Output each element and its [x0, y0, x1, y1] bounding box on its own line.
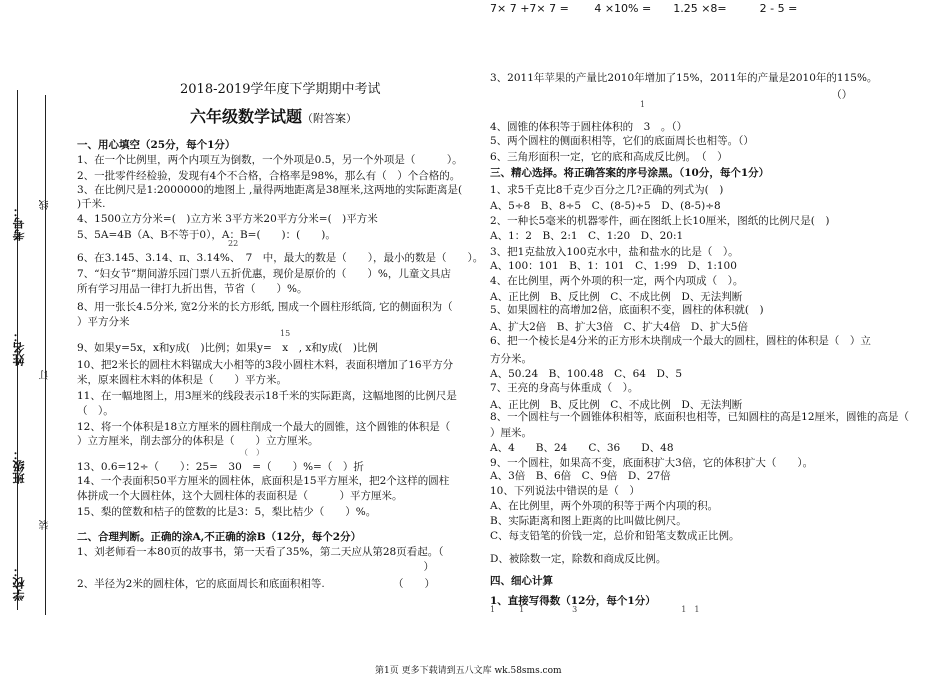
question-line: A、在比例里，两个外项的积等于两个内项的积。 [490, 500, 719, 512]
question-line: 8、用一张长4.5分米, 宽2分米的长方形纸, 围成一个圆柱形纸筒, 它的侧面积为（ [77, 301, 453, 313]
question-line: 10、把2米长的圆柱木料锯成大小相等的3段小圆柱木料，表面积增加了16平方分 [77, 359, 454, 371]
question-line: 所有学习用品一律打九折出售，节省（ ）%。 [77, 283, 308, 295]
question-line: 2、一种长5毫米的机器零件，画在图纸上长10厘米，图纸的比例尺是( ) [490, 215, 830, 227]
school-label: 学校： [12, 565, 26, 601]
question-line: A、3倍 B、6倍 C、9倍 D、27倍 [490, 470, 671, 482]
question-line: 6、把一个棱长是4分米的正方形木块削成一个最大的圆柱，圆柱的体积是（ ）立 [490, 335, 871, 347]
question-line: 4、1500立方分米=( )立方米 3平方米20平方分米=( )平方米 [77, 213, 378, 225]
fraction-numerator: （ ） [240, 448, 264, 457]
question-line: ）平方分米 [77, 316, 130, 328]
question-line: 5、如果圆柱的高增加2倍，底面积不变，圆柱的体积就( ) [490, 304, 764, 316]
fraction-numerator: 22 [228, 239, 239, 248]
question-line: （） [490, 89, 853, 101]
section-heading: 四、细心计算 [490, 575, 553, 587]
question-line: 4、圆锥的体积等于圆柱体积的 3 。（） [490, 121, 688, 133]
question-line: ）立方厘米，削去部分的体积是（ ）立方厘米。 [77, 435, 319, 447]
question-line: （ ）。 [77, 405, 114, 417]
question-line: 3、把1克盐放入100克水中，盐和盐水的比是（ ）。 [490, 246, 739, 258]
class-label: 班级： [12, 448, 26, 484]
question-line: A、1：2 B、2:1 C、1:20 D、20:1 [490, 230, 684, 242]
question-line: 1、求5千克比8千克少百分之几?正确的列式为( ) [490, 184, 724, 196]
page-footer: 第1页 更多下载请到五八文库 wk.58sms.com [375, 666, 562, 676]
section-heading: 1、直接写得数（12分，每个1分） [490, 595, 656, 607]
question-line: A、正比例 B、反比例 C、不成比例 D、无法判断 [490, 399, 743, 411]
question-line: 6、三角形面积一定，它的底和高成反比例。 （ ） [490, 151, 728, 163]
fraction-numerator: 1 1 3 1 1 [490, 605, 700, 614]
question-line: 11、在一幅地图上，用3厘米的线段表示18千米的实际距离，这幅地图的比例尺是 [77, 390, 457, 402]
question-line: B、实际距离和图上距离的比叫做比例尺。 [490, 515, 687, 527]
question-line: C、每支铅笔的价钱一定，总价和铅笔支数成正比例。 [490, 530, 740, 542]
question-line: 方分米。 [490, 353, 532, 365]
fraction-numerator: 1 [640, 100, 646, 109]
binding-mark-staple: 订 [40, 370, 51, 380]
question-line: 7× 7 +7× 7 = 4 ×10% = 1.25 ×8= 2 - 5 = [490, 2, 798, 15]
paper-title-note: （附答案） [302, 112, 358, 125]
question-line: 2、半径为2米的圆柱体，它的底面周长和底面积相等. （ ） [77, 578, 435, 590]
section-heading: 三、精心选择。将正确答案的序号涂黑。（10分，每个1分） [490, 167, 770, 179]
question-line: 1、在一个比例里，两个内项互为倒数，一个外项是0.5，另一个外项是（ ）。 [77, 154, 463, 166]
question-line: ）厘米。 [490, 427, 532, 439]
question-line: ） [77, 561, 434, 573]
question-line: 9、如果y=5x，x和y成( )比例；如果y= x , x和y成( )比例 [77, 342, 378, 354]
binding-mark-line: 线 [40, 200, 51, 210]
question-line: 8、一个圆柱与一个圆锥体积相等，底面积也相等，已知圆柱的高是12厘米，圆锥的高是（ [490, 411, 910, 423]
question-line: 2、一批零件经检验，发现有4个不合格，合格率是98%，那么有（ ）个合格的。 [77, 170, 461, 182]
question-line: A、正比例 B、反比例 C、不成比例 D、无法判断 [490, 291, 743, 303]
question-line: 4、在比例里，两个外项的积一定，两个内项成（ ）。 [490, 275, 744, 287]
question-line: 7、王亮的身高与体重成（ ）。 [490, 382, 639, 394]
question-line: D、被除数一定，除数和商成反比例。 [490, 553, 667, 565]
question-line: 体拼成一个大圆柱体，这个大圆柱体的表面积是（ ）平方厘米。 [77, 490, 403, 502]
question-line: 15、梨的筐数和桔子的筐数的比是3：5，梨比桔少（ ）%。 [77, 506, 377, 518]
question-line: A、扩大2倍 B、扩大3倍 C、扩大4倍 D、扩大5倍 [490, 321, 748, 333]
section-heading: 一、用心填空（25分，每个1分） [77, 139, 236, 151]
question-line: 3、在比例尺是1:2000000的地图上 ,量得两地距离是38厘米,这两地的实际距离是( [77, 184, 463, 196]
exam-title: 2018-2019学年度下学期期中考试 [180, 82, 381, 97]
paper-title [190, 104, 357, 127]
exam-number-label: 考号： [12, 205, 26, 241]
question-line: )千米. [77, 198, 106, 210]
name-label: 姓名： [12, 330, 26, 366]
section-heading: 二、合理判断。正确的涂A,不正确的涂B（12分，每个2分） [77, 531, 362, 543]
question-line: 3、2011年苹果的产量比2010年增加了15%，2011年的产量是2010年的115%。 [490, 72, 878, 84]
question-line: 6、在3.145、3.14、π、3.14%、 7 中，最大的数是（ ），最小的数是（ ）。 [77, 252, 484, 264]
question-line: A、100：101 B、1：101 C、1:99 D、1:100 [490, 260, 737, 272]
question-line: A、50.24 B、100.48 C、64 D、5 [490, 368, 683, 380]
question-line: 1、刘老师看一本80页的故事书，第一天看了35%，第二天应从第28页看起。（ [77, 546, 444, 558]
paper-title-main: 六年级数学试题 [190, 107, 303, 126]
question-line: 10、下列说法中错误的是（ ） [490, 485, 640, 497]
question-line: 9、一个圆柱，如果高不变，底面积扩大3倍，它的体积扩大（ ）。 [490, 457, 814, 469]
question-line: 13、0.6=12÷（ ）：25= 30 =（ ）%=（ ）折 [77, 461, 364, 473]
question-line: 5、两个圆柱的侧面积相等，它们的底面周长也相等。（） [490, 135, 754, 147]
question-line: 12、将一个体积是18立方厘米的圆柱削成一个最大的圆锥，这个圆锥的体积是（ [77, 421, 451, 433]
question-line: A、5÷8 B、8÷5 C、(8-5)÷5 D、(8-5)÷8 [490, 200, 721, 212]
question-line: 5、5A=4B（A、B不等于0），A：B=( )：( )。 [77, 229, 336, 241]
binding-mark-bind: 装 [40, 520, 51, 530]
question-line: A、4 B、24 C、36 D、48 [490, 442, 674, 454]
question-line: 米，原来圆柱木料的体积是（ ）平方米。 [77, 374, 287, 386]
binding-line [45, 95, 46, 615]
question-line: 7、“妇女节”期间游乐园门票八五折优惠，现价是原价的（ ）%，儿童文具店 [77, 268, 451, 280]
fraction-numerator: 15 [280, 329, 291, 338]
question-line: 14、一个表面积50平方厘米的圆柱体，底面积是15平方厘米，把2个这样的圆柱 [77, 475, 450, 487]
